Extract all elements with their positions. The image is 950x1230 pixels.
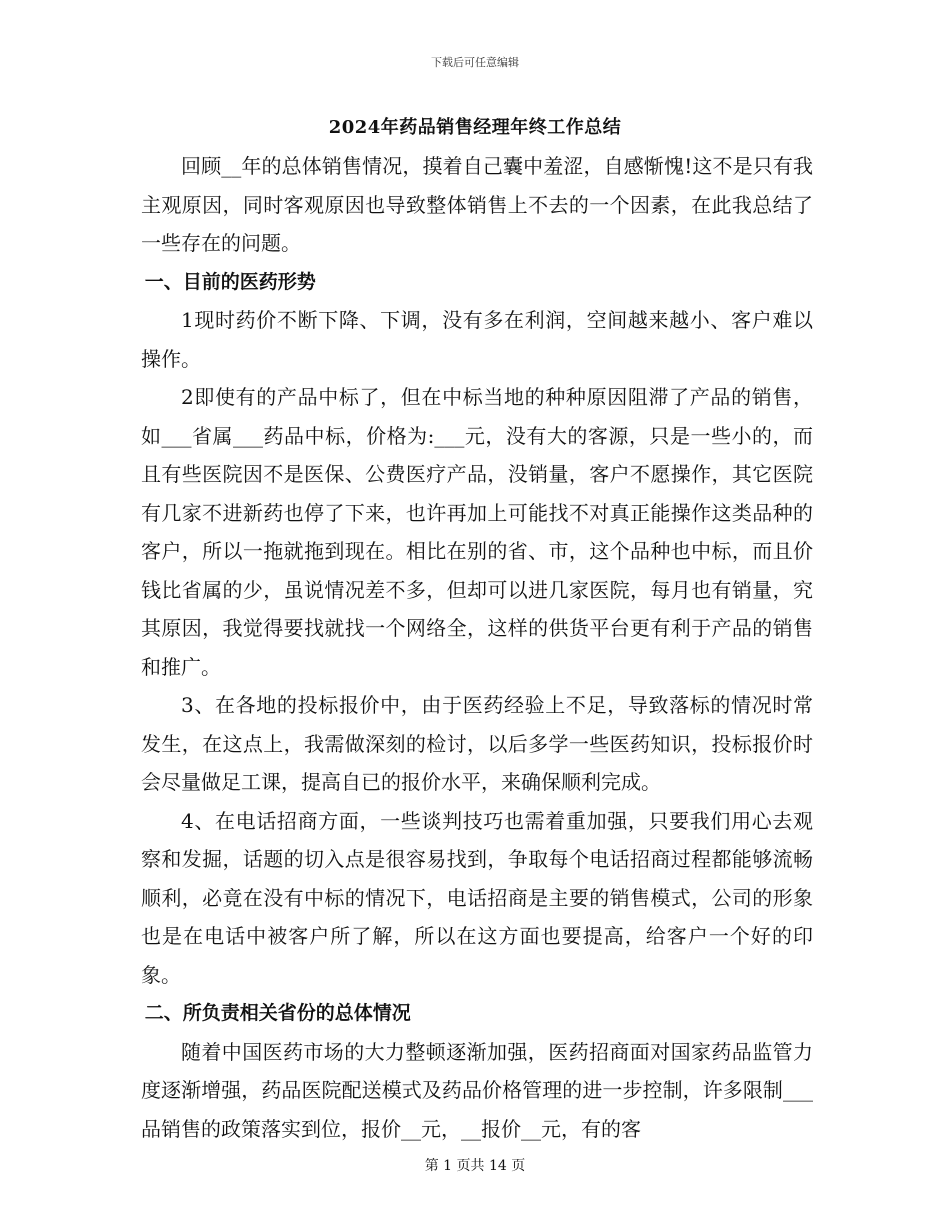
section-heading-1: 一、目前的医药形势 [144, 270, 316, 293]
section-heading-2: 二、所负责相关省份的总体情况 [144, 1002, 411, 1024]
paragraph-item-3: 3、在各地的投标报价中，由于医药经验上不足，导致落标的情况时常发生，在这点上，我需做深刻的检讨，以后多学一些医药知识，投标报价时会尽量做足工课，提高自已的报价水平，来确保顺利完成。 [141, 693, 813, 794]
paragraph-section-2: 随着中国医药市场的大力整顿逐渐加强，医药招商面对国家药品监管力度逐渐增强，药品医院配送模式及药品价格管理的进一步控制，许多限制___品销售的政策落实到位，报价__元，__报价__元，有的客 [141, 1039, 813, 1141]
page-footer: 第 1 页共 14 页 [424, 1158, 526, 1174]
document-title: 2024年药品销售经理年终工作总结 [328, 117, 622, 138]
paragraph-item-2: 2即使有的产品中标了，但在中标当地的种种原因阻滞了产品的销售，如___省属___药品中标，价格为:___元，没有大的客源，只是一些小的，而且有些医院因不是医保、公费医疗产品，没销量，客户不愿操作，其它医院有几家不进新药也停了下来，也许再加上可能找不对真正能操作这类品种的客户，所以一拖就拖到现在。相比在别的省、市，这个品种也中标，而且价钱比省属的少，虽说情况差不多，但却可以进几家医院，每月也有销量，究其原因，我觉得要找就找一个网络全，这样的供货平台更有利于产品的销售和推广。 [141, 385, 813, 679]
paragraph-intro: 回顾__年的总体销售情况，摸着自己囊中羞涩，自感惭愧!这不是只有我主观原因，同时客观原因也导致整体销售上不去的一个因素，在此我总结了一些存在的问题。 [141, 154, 813, 255]
paragraph-item-1: 1现时药价不断下降、下调，没有多在利润，空间越来越小、客户难以操作。 [141, 308, 813, 371]
page-header: 下载后可任意编辑 [431, 56, 519, 69]
paragraph-item-4: 4、在电话招商方面，一些谈判技巧也需着重加强，只要我们用心去观察和发掘，话题的切入点是很容易找到，争取每个电话招商过程都能够流畅顺利，必竟在没有中标的情况下，电话招商是主要的销售模式，公司的形象也是在电话中被客户所了解，所以在这方面也要提高，给客户一个好的印象。 [141, 808, 813, 987]
document-body [141, 147, 813, 1148]
